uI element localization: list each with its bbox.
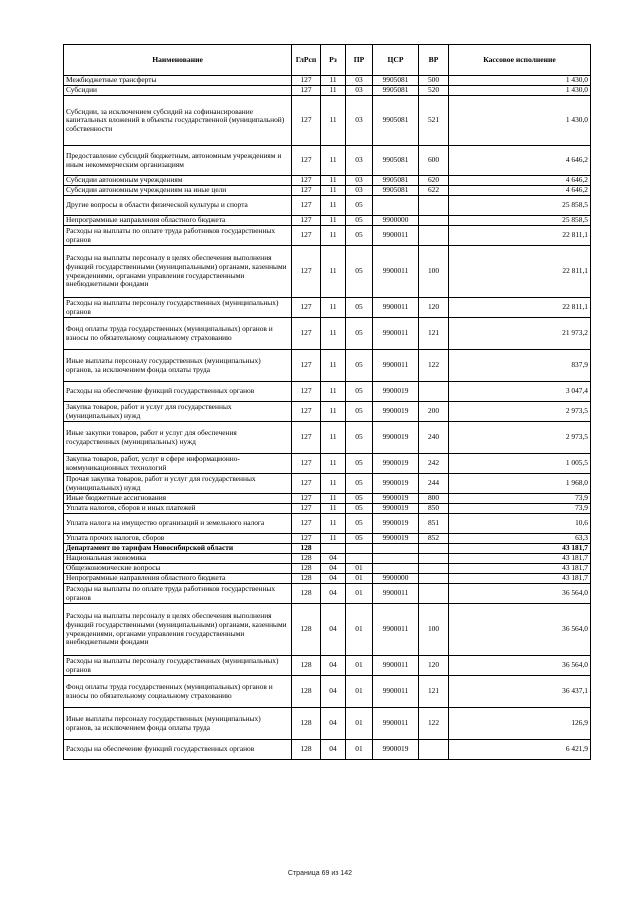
row-glrsp: 127	[292, 76, 321, 86]
row-csr: 9900019	[373, 454, 419, 474]
row-name: Субсидии автономным учреждениям на иные цели	[64, 186, 292, 196]
row-csr: 9900019	[373, 402, 419, 422]
row-rz: 04	[321, 708, 346, 740]
row-csr	[373, 564, 419, 574]
row-sum: 36 564,0	[449, 656, 591, 676]
row-vr: 100	[419, 604, 449, 656]
row-pr: 05	[346, 246, 373, 298]
row-vr: 600	[419, 146, 449, 176]
table-row	[64, 544, 591, 554]
table-row	[64, 422, 591, 454]
row-name: Непрограммные направления областного бюджета	[64, 574, 292, 584]
row-pr: 01	[346, 574, 373, 584]
row-name: Иные выплаты персоналу государственных (муниципальных) органов, за исключением фонда оплаты труда	[64, 708, 292, 740]
row-rz: 11	[321, 196, 346, 216]
row-rz: 11	[321, 534, 346, 544]
row-vr: 622	[419, 186, 449, 196]
row-rz: 11	[321, 216, 346, 226]
row-rz: 11	[321, 146, 346, 176]
header-name: Наименование	[64, 45, 292, 76]
table-row	[64, 76, 591, 86]
row-sum: 6 421,9	[449, 740, 591, 760]
row-vr: 620	[419, 176, 449, 186]
row-pr: 01	[346, 676, 373, 708]
row-sum: 73,9	[449, 494, 591, 504]
budget-execution-table	[63, 44, 591, 760]
row-vr: 852	[419, 534, 449, 544]
row-sum: 4 646,2	[449, 146, 591, 176]
row-rz: 11	[321, 86, 346, 96]
row-glrsp: 127	[292, 474, 321, 494]
row-sum: 21 973,2	[449, 318, 591, 350]
row-glrsp: 127	[292, 382, 321, 402]
table-row	[64, 196, 591, 216]
row-csr: 9900019	[373, 474, 419, 494]
row-pr: 05	[346, 474, 373, 494]
row-csr: 9900011	[373, 226, 419, 246]
row-name: Уплата прочих налогов, сборов	[64, 534, 292, 544]
row-name: Департамент по тарифам Новосибирской области	[64, 544, 292, 554]
row-csr: 9900011	[373, 246, 419, 298]
row-rz: 11	[321, 514, 346, 534]
row-rz	[321, 544, 346, 554]
row-rz: 11	[321, 494, 346, 504]
row-glrsp: 127	[292, 494, 321, 504]
row-pr: 01	[346, 604, 373, 656]
row-pr: 03	[346, 96, 373, 146]
row-csr: 9905081	[373, 96, 419, 146]
row-rz: 11	[321, 382, 346, 402]
row-pr: 05	[346, 196, 373, 216]
row-csr	[373, 196, 419, 216]
row-pr: 03	[346, 176, 373, 186]
table-row	[64, 350, 591, 382]
row-name: Фонд оплаты труда государственных (муниципальных) органов и взносы по обязательному социальному страхованию	[64, 318, 292, 350]
row-name: Расходы на обеспечение функций государственных органов	[64, 740, 292, 760]
row-glrsp: 128	[292, 676, 321, 708]
row-vr: 120	[419, 656, 449, 676]
table-row	[64, 176, 591, 186]
table-row	[64, 226, 591, 246]
table-row	[64, 402, 591, 422]
row-csr: 9900000	[373, 574, 419, 584]
row-sum: 4 646,2	[449, 176, 591, 186]
page-number: Страница 69 из 142	[287, 870, 353, 877]
row-name: Предоставление субсидий бюджетным, автономным учреждениям и иным некоммерческим организациям	[64, 146, 292, 176]
row-glrsp: 127	[292, 318, 321, 350]
row-pr: 05	[346, 350, 373, 382]
row-name: Иные бюджетные ассигнования	[64, 494, 292, 504]
table-row	[64, 584, 591, 604]
row-pr: 03	[346, 86, 373, 96]
row-vr	[419, 226, 449, 246]
row-name: Непрограммные направления областного бюджета	[64, 216, 292, 226]
row-csr: 9900011	[373, 676, 419, 708]
row-rz: 11	[321, 504, 346, 514]
row-vr: 521	[419, 96, 449, 146]
row-sum: 10,6	[449, 514, 591, 534]
row-rz: 11	[321, 402, 346, 422]
row-vr: 100	[419, 246, 449, 298]
table-row	[64, 216, 591, 226]
row-glrsp: 128	[292, 584, 321, 604]
row-rz: 11	[321, 474, 346, 494]
row-pr: 01	[346, 708, 373, 740]
header-vr: ВР	[419, 45, 449, 76]
row-vr: 122	[419, 350, 449, 382]
table-row	[64, 96, 591, 146]
table-row	[64, 246, 591, 298]
row-name: Закупка товаров, работ и услуг для государственных (муниципальных) нужд	[64, 402, 292, 422]
row-pr	[346, 544, 373, 554]
row-name: Субсидии, за исключением субсидий на софинансирование капитальных вложений в объекты государственной (муниципальной) собственности	[64, 96, 292, 146]
row-vr	[419, 216, 449, 226]
table-header-row	[64, 45, 591, 76]
row-rz: 04	[321, 676, 346, 708]
row-glrsp: 127	[292, 246, 321, 298]
row-sum: 2 973,5	[449, 402, 591, 422]
row-rz: 11	[321, 76, 346, 86]
table-row	[64, 574, 591, 584]
row-pr: 03	[346, 186, 373, 196]
row-rz: 04	[321, 564, 346, 574]
row-sum: 1 005,5	[449, 454, 591, 474]
row-sum: 43 181,7	[449, 574, 591, 584]
row-pr: 05	[346, 402, 373, 422]
row-glrsp: 127	[292, 422, 321, 454]
row-vr: 850	[419, 504, 449, 514]
row-vr	[419, 584, 449, 604]
table-row	[64, 474, 591, 494]
row-name: Закупка товаров, работ, услуг в сфере информационно-коммуникационных технологий	[64, 454, 292, 474]
row-sum: 36 564,0	[449, 584, 591, 604]
row-vr: 200	[419, 402, 449, 422]
row-rz: 04	[321, 604, 346, 656]
row-vr	[419, 196, 449, 216]
row-glrsp: 128	[292, 574, 321, 584]
row-vr	[419, 574, 449, 584]
row-vr: 122	[419, 708, 449, 740]
row-pr: 01	[346, 584, 373, 604]
table-row	[64, 604, 591, 656]
row-sum: 1 968,0	[449, 474, 591, 494]
row-glrsp: 127	[292, 454, 321, 474]
table-row	[64, 504, 591, 514]
row-pr: 05	[346, 534, 373, 544]
row-csr: 9900019	[373, 382, 419, 402]
row-pr: 05	[346, 494, 373, 504]
table-row	[64, 298, 591, 318]
row-csr: 9900019	[373, 740, 419, 760]
row-name: Уплата налогов, сборов и иных платежей	[64, 504, 292, 514]
header-pr: ПР	[346, 45, 373, 76]
row-rz: 04	[321, 554, 346, 564]
row-vr	[419, 544, 449, 554]
table-row	[64, 146, 591, 176]
header-rz: Рз	[321, 45, 346, 76]
row-name: Расходы на выплаты по оплате труда работников государственных органов	[64, 584, 292, 604]
table-row	[64, 318, 591, 350]
row-pr: 05	[346, 382, 373, 402]
row-csr: 9905081	[373, 76, 419, 86]
row-glrsp: 128	[292, 656, 321, 676]
row-rz: 11	[321, 186, 346, 196]
row-glrsp: 127	[292, 350, 321, 382]
row-csr: 9900019	[373, 422, 419, 454]
row-vr: 800	[419, 494, 449, 504]
table-row	[64, 186, 591, 196]
row-csr	[373, 554, 419, 564]
row-glrsp: 127	[292, 298, 321, 318]
row-pr: 01	[346, 656, 373, 676]
row-sum: 36 437,1	[449, 676, 591, 708]
row-glrsp: 127	[292, 96, 321, 146]
row-csr: 9905081	[373, 86, 419, 96]
row-sum: 25 858,5	[449, 196, 591, 216]
table-row	[64, 382, 591, 402]
row-rz: 11	[321, 176, 346, 186]
row-glrsp: 127	[292, 402, 321, 422]
table-row	[64, 656, 591, 676]
row-csr: 9900011	[373, 584, 419, 604]
row-glrsp: 128	[292, 740, 321, 760]
row-pr: 05	[346, 226, 373, 246]
row-csr: 9900019	[373, 504, 419, 514]
row-glrsp: 128	[292, 544, 321, 554]
row-name: Уплата налога на имущество организаций и земельного налога	[64, 514, 292, 534]
row-csr: 9900011	[373, 298, 419, 318]
row-csr: 9900019	[373, 514, 419, 534]
row-vr: 121	[419, 318, 449, 350]
row-pr: 05	[346, 298, 373, 318]
row-pr: 05	[346, 318, 373, 350]
row-glrsp: 127	[292, 146, 321, 176]
row-pr	[346, 554, 373, 564]
table-row	[64, 494, 591, 504]
table-row	[64, 708, 591, 740]
row-name: Субсидии автономным учреждениям	[64, 176, 292, 186]
row-glrsp: 128	[292, 564, 321, 574]
row-rz: 11	[321, 298, 346, 318]
row-rz: 04	[321, 574, 346, 584]
row-sum: 43 181,7	[449, 554, 591, 564]
row-sum: 36 564,0	[449, 604, 591, 656]
table-row	[64, 554, 591, 564]
row-vr: 851	[419, 514, 449, 534]
row-name: Межбюджетные трансферты	[64, 76, 292, 86]
row-glrsp: 127	[292, 534, 321, 544]
row-vr: 242	[419, 454, 449, 474]
table-row	[64, 534, 591, 544]
row-glrsp: 127	[292, 216, 321, 226]
row-pr: 05	[346, 514, 373, 534]
row-name: Другие вопросы в области физической культуры и спорта	[64, 196, 292, 216]
header-cash-execution: Кассовое исполнение	[449, 45, 591, 76]
row-pr: 05	[346, 504, 373, 514]
row-glrsp: 127	[292, 186, 321, 196]
row-sum: 837,9	[449, 350, 591, 382]
header-glrsp: ГлРсп	[292, 45, 321, 76]
row-vr	[419, 554, 449, 564]
row-sum: 43 181,7	[449, 564, 591, 574]
row-rz: 11	[321, 226, 346, 246]
row-vr: 121	[419, 676, 449, 708]
row-rz: 04	[321, 740, 346, 760]
row-vr	[419, 564, 449, 574]
row-vr: 120	[419, 298, 449, 318]
row-pr: 01	[346, 564, 373, 574]
header-csr: ЦСР	[373, 45, 419, 76]
row-sum: 1 430,0	[449, 76, 591, 86]
row-csr: 9900011	[373, 656, 419, 676]
row-csr: 9905081	[373, 146, 419, 176]
row-name: Расходы на выплаты персоналу в целях обеспечения выполнения функций государственными (муниципальными) органами, казенными учреждениями, органами управления государственными внебюджетными фондами	[64, 604, 292, 656]
row-pr: 03	[346, 76, 373, 86]
row-sum: 43 181,7	[449, 544, 591, 554]
table-row	[64, 454, 591, 474]
row-csr	[373, 544, 419, 554]
row-csr: 9905081	[373, 186, 419, 196]
row-csr: 9900011	[373, 350, 419, 382]
row-rz: 11	[321, 96, 346, 146]
row-rz: 04	[321, 584, 346, 604]
row-sum: 4 646,2	[449, 186, 591, 196]
row-name: Иные закупки товаров, работ и услуг для обеспечения государственных (муниципальных) нужд	[64, 422, 292, 454]
row-vr: 520	[419, 86, 449, 96]
row-sum: 22 811,1	[449, 246, 591, 298]
row-csr: 9900011	[373, 318, 419, 350]
row-vr: 244	[419, 474, 449, 494]
row-csr: 9905081	[373, 176, 419, 186]
row-name: Расходы на выплаты персоналу государственных (муниципальных) органов	[64, 656, 292, 676]
row-name: Расходы на выплаты по оплате труда работников государственных органов	[64, 226, 292, 246]
row-pr: 05	[346, 422, 373, 454]
row-pr: 05	[346, 216, 373, 226]
table-row	[64, 86, 591, 96]
row-glrsp: 127	[292, 86, 321, 96]
row-csr: 9900011	[373, 604, 419, 656]
row-sum: 63,3	[449, 534, 591, 544]
row-glrsp: 128	[292, 554, 321, 564]
row-name: Субсидии	[64, 86, 292, 96]
row-vr: 240	[419, 422, 449, 454]
row-sum: 3 047,4	[449, 382, 591, 402]
row-csr: 9900019	[373, 494, 419, 504]
row-vr: 500	[419, 76, 449, 86]
row-glrsp: 128	[292, 604, 321, 656]
row-glrsp: 127	[292, 226, 321, 246]
row-sum: 126,9	[449, 708, 591, 740]
row-rz: 11	[321, 318, 346, 350]
row-name: Общеэкономические вопросы	[64, 564, 292, 574]
row-sum: 1 430,0	[449, 86, 591, 96]
table-row	[64, 676, 591, 708]
row-glrsp: 127	[292, 196, 321, 216]
row-sum: 25 858,5	[449, 216, 591, 226]
row-glrsp: 127	[292, 504, 321, 514]
table-row	[64, 740, 591, 760]
page-sheet	[63, 44, 590, 760]
row-vr	[419, 382, 449, 402]
table-row	[64, 564, 591, 574]
row-sum: 2 973,5	[449, 422, 591, 454]
row-glrsp: 127	[292, 514, 321, 534]
table-body	[64, 76, 591, 760]
row-csr: 9900011	[373, 708, 419, 740]
row-sum: 73,9	[449, 504, 591, 514]
row-name: Иные выплаты персоналу государственных (муниципальных) органов, за исключением фонда оплаты труда	[64, 350, 292, 382]
row-name: Расходы на выплаты персоналу в целях обеспечения выполнения функций государственными (муниципальными) органами, казенными учреждениями, органами управления государственными внебюджетными фондами	[64, 246, 292, 298]
row-pr: 01	[346, 740, 373, 760]
row-name: Расходы на выплаты персоналу государственных (муниципальных) органов	[64, 298, 292, 318]
row-vr	[419, 740, 449, 760]
row-rz: 11	[321, 350, 346, 382]
table-row	[64, 514, 591, 534]
row-sum: 22 811,1	[449, 298, 591, 318]
row-glrsp: 128	[292, 708, 321, 740]
row-rz: 04	[321, 656, 346, 676]
row-pr: 05	[346, 454, 373, 474]
row-rz: 11	[321, 422, 346, 454]
row-pr: 03	[346, 146, 373, 176]
row-glrsp: 127	[292, 176, 321, 186]
row-name: Национальная экономика	[64, 554, 292, 564]
row-csr: 9900019	[373, 534, 419, 544]
row-name: Прочая закупка товаров, работ и услуг для государственных (муниципальных) нужд	[64, 474, 292, 494]
row-rz: 11	[321, 246, 346, 298]
row-name: Расходы на обеспечение функций государственных органов	[64, 382, 292, 402]
row-rz: 11	[321, 454, 346, 474]
row-name: Фонд оплаты труда государственных (муниципальных) органов и взносы по обязательному социальному страхованию	[64, 676, 292, 708]
row-csr: 9900000	[373, 216, 419, 226]
row-sum: 1 430,0	[449, 96, 591, 146]
row-sum: 22 811,1	[449, 226, 591, 246]
